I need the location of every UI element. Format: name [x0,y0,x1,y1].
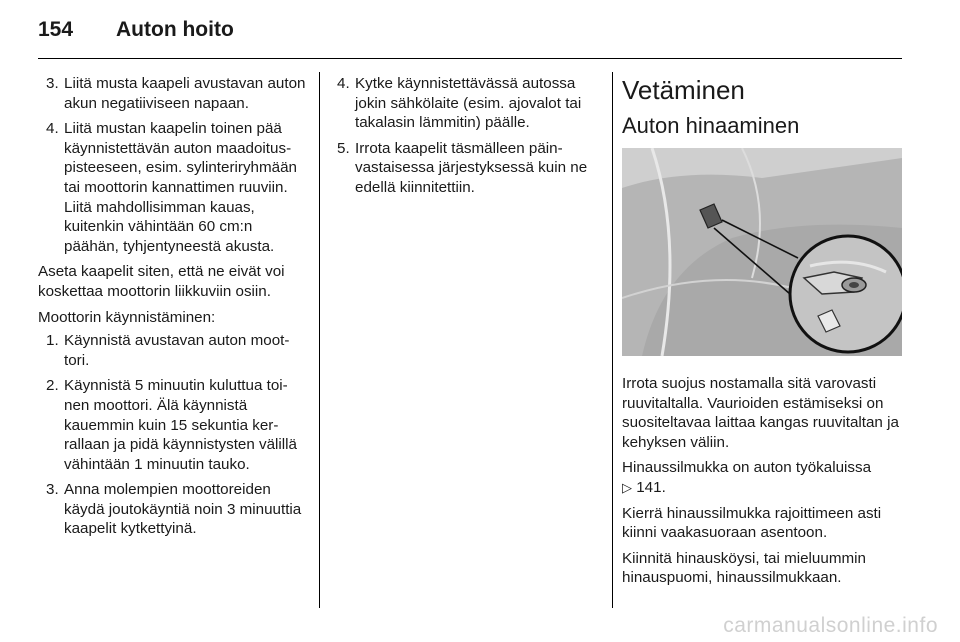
column-3 [622,74,904,594]
watermark: carmanualsonline.info [723,614,938,637]
list-item: 4. Liitä mustan kaapelin toinen pää käynnistettävän auton maadoituspisteeseen, esim. sylinteriryhmään tai moottorin kannattimen ruuviin. Liitä mahdollisimman kauas, kuitenkin vähintään 60 cm:n päähän, tyhjentyneestä akusta. [46,120,297,255]
column-divider-2 [612,72,613,608]
towing-eye-cover-illustration [622,148,902,356]
finish-steps-list [329,74,603,198]
paragraph: Hinaussilmukka on auton työkaluissa ▷ 141. [622,459,872,496]
column-divider-1 [319,72,320,608]
header-divider [38,58,902,59]
connection-steps-list [38,74,306,256]
page-number: 154 [38,18,74,41]
paragraph: Irrota suojus nostamalla sitä varovasti ruuvitaltalla. Vaurioiden estämiseksi on suositeltavaa laittaa kangas ruuvitaltan ja kehyksen väliin. [622,375,899,451]
paragraph: Aseta kaapelit siten, että ne eivät voi koskettaa moottorin liikkuviin osiin. [38,263,285,300]
detail-inset [790,236,902,352]
section-title: Vetäminen [622,75,745,105]
list-item: 2. Käynnistä 5 minuutin kuluttua toinen moottori. Älä käynnistä kauemmin kuin 15 sekuntia kerrallaan ja pidä käynnistysten välillä vähintään 1 minuutin tauko. [46,377,298,473]
list-item: 5. Irrota kaapelit täsmälleen päinvastaisessa järjestyksessä kuin ne edellä kiinnitettiin. [337,139,588,196]
paragraph: Kiinnitä hinausköysi, tai mieluummin hinauspuomi, hinaussilmukkaan. [622,549,866,587]
chapter-title: Auton hoito [116,18,234,41]
page-reference-icon: ▷ [622,479,632,495]
column-2 [329,74,603,204]
paragraph: Moottorin käynnistäminen: [38,308,216,326]
paragraph: Kierrä hinaussilmukka rajoittimeen asti kiinni vaakasuoraan asentoon. [622,504,882,542]
page-header [38,18,234,48]
start-steps-list [38,331,306,539]
list-item: 3. Anna molempien moottoreiden käydä joutokäyntiä noin 3 minuuttia kaapelit kytkettyinä. [46,481,302,538]
subsection-title: Auton hinaaminen [622,113,800,138]
list-item: 3. Liitä musta kaapeli avustavan auton akun negatiiviseen napaan. [46,75,306,112]
column-1 [38,74,306,545]
list-item: 4. Kytke käynnistettävässä autossa jokin sähkölaite (esim. ajovalot tai takalasin lämmitin) päälle. [337,75,582,132]
list-item: 1. Käynnistä avustavan auton moottori. [46,332,290,369]
